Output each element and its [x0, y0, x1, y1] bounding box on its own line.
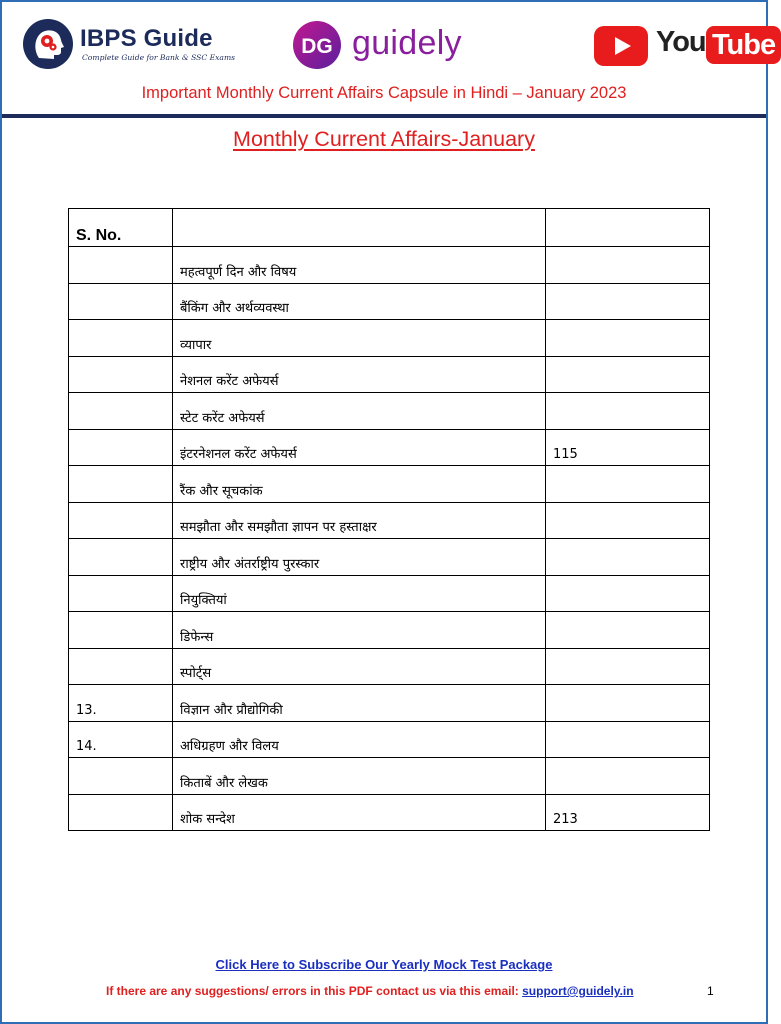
row-topic: महत्वपूर्ण दिन और विषय: [180, 264, 297, 280]
row-topic-cell: [173, 502, 546, 539]
support-email-link[interactable]: support@guidely.in: [522, 984, 634, 998]
row-page-number-cell: [546, 320, 710, 357]
row-topic-cell: [173, 247, 546, 284]
row-topic-cell: [173, 758, 546, 795]
table-row: [69, 758, 710, 795]
row-page-number-cell: [546, 685, 710, 722]
row-topic: विज्ञान और प्रौद्योगिकी: [180, 702, 283, 718]
table-row: [69, 502, 710, 539]
row-topic-cell: [173, 685, 546, 722]
row-page-number: 115: [553, 447, 578, 462]
row-topic: रैंक और सूचकांक: [180, 483, 263, 499]
table-row: [69, 612, 710, 649]
row-topic-cell: [173, 320, 546, 357]
row-topic: स्पोर्ट्स: [180, 666, 212, 681]
row-topic: राष्ट्रीय और अंतर्राष्ट्रीय पुरस्कार: [180, 556, 320, 572]
row-page-number-cell: [546, 283, 710, 320]
ibps-logo-title: IBPS Guide: [80, 25, 213, 52]
youtube-logo[interactable]: [594, 26, 776, 66]
header-cell-page: [546, 209, 710, 247]
youtube-play-icon: [594, 26, 648, 66]
row-topic-cell: [173, 612, 546, 649]
row-topic-cell: [173, 575, 546, 612]
row-topic: बैंकिंग और अर्थव्यवस्था: [180, 301, 289, 316]
row-topic-cell: [173, 721, 546, 758]
row-topic-cell: [173, 648, 546, 685]
row-topic-cell: [173, 466, 546, 503]
row-sno-cell: [69, 283, 173, 320]
row-page-number-cell: [546, 575, 710, 612]
table-row: [69, 721, 710, 758]
row-topic-cell: [173, 393, 546, 430]
row-sno-cell: [69, 648, 173, 685]
table-header-row: [69, 209, 710, 247]
row-sno: 14.: [76, 739, 97, 754]
footer-note: [106, 984, 634, 998]
row-page-number-cell: [546, 356, 710, 393]
head-gears-icon: [22, 18, 74, 70]
row-page-number-cell: [546, 721, 710, 758]
row-page-number-cell: [546, 466, 710, 503]
row-sno-cell: [69, 575, 173, 612]
table-row: [69, 466, 710, 503]
row-topic: अधिग्रहण और विलय: [180, 739, 279, 754]
row-page-number-cell: [546, 758, 710, 795]
row-topic: इंटरनेशनल करेंट अफेयर्स: [180, 447, 297, 462]
row-topic-cell: [173, 539, 546, 576]
row-topic-cell: [173, 356, 546, 393]
table-row: [69, 429, 710, 466]
guidely-wordmark: guidely: [352, 24, 462, 62]
row-topic: स्टेट करेंट अफेयर्स: [180, 410, 265, 426]
row-sno-cell: [69, 794, 173, 831]
row-topic: व्यापार: [180, 337, 212, 353]
row-page-number-cell: [546, 429, 710, 466]
page-number: 1: [707, 984, 714, 998]
guidely-logo[interactable]: [291, 20, 471, 70]
row-topic: समझौता और समझौता ज्ञापन पर हस्ताक्षर: [180, 520, 377, 535]
row-sno-cell: [69, 539, 173, 576]
page-title: Monthly Current Affairs-January: [233, 127, 535, 151]
row-sno-cell: [69, 721, 173, 758]
header-sno-label: S. No.: [76, 227, 122, 244]
subscribe-link[interactable]: Click Here to Subscribe Our Yearly Mock Test Package: [215, 957, 553, 972]
table-row: [69, 685, 710, 722]
row-sno: 13.: [76, 702, 97, 718]
row-sno-cell: [69, 612, 173, 649]
row-sno-cell: [69, 429, 173, 466]
row-page-number-cell: [546, 612, 710, 649]
row-sno-cell: [69, 393, 173, 430]
row-sno-cell: [69, 466, 173, 503]
row-sno-cell: [69, 320, 173, 357]
row-topic-cell: [173, 283, 546, 320]
row-topic: डिफेन्स: [180, 629, 214, 645]
table-row: [69, 356, 710, 393]
row-topic: नेशनल करेंट अफेयर्स: [180, 374, 279, 389]
row-sno-cell: [69, 247, 173, 284]
row-page-number-cell: [546, 648, 710, 685]
row-page-number-cell: [546, 539, 710, 576]
header-divider: [2, 114, 766, 118]
row-topic-cell: [173, 429, 546, 466]
row-page-number: 213: [553, 812, 578, 827]
ibps-logo-tagline: Complete Guide for Bank & SSC Exams: [82, 53, 236, 62]
row-topic: किताबें और लेखक: [180, 775, 268, 791]
row-page-number-cell: [546, 794, 710, 831]
capsule-subtitle: Important Monthly Current Affairs Capsule in Hindi – January 2023: [141, 84, 627, 102]
row-topic: शोक सन्देश: [180, 812, 235, 827]
table-row: [69, 575, 710, 612]
table-row: [69, 320, 710, 357]
row-sno-cell: [69, 502, 173, 539]
header-cell-topic: [173, 209, 546, 247]
row-page-number-cell: [546, 247, 710, 284]
contents-table: [68, 208, 710, 831]
footer-note-text: If there are any suggestions/ errors in this PDF contact us via this email:: [106, 984, 519, 998]
table-row: [69, 247, 710, 284]
row-sno-cell: [69, 356, 173, 393]
guidely-badge-icon: [291, 20, 343, 70]
row-sno-cell: [69, 685, 173, 722]
table-row: [69, 393, 710, 430]
row-page-number-cell: [546, 393, 710, 430]
youtube-wordmark-tube: Tube: [706, 26, 781, 64]
table-row: [69, 539, 710, 576]
row-topic: नियुक्तियां: [180, 593, 227, 608]
header-cell-sno: [69, 209, 173, 247]
row-sno-cell: [69, 758, 173, 795]
row-page-number-cell: [546, 502, 710, 539]
guidely-badge-text: DG: [301, 35, 333, 58]
ibps-guide-logo[interactable]: [22, 18, 236, 70]
table-row: [69, 648, 710, 685]
table-row: [69, 283, 710, 320]
row-topic-cell: [173, 794, 546, 831]
table-row: [69, 794, 710, 831]
youtube-wordmark-you: You: [656, 26, 706, 58]
